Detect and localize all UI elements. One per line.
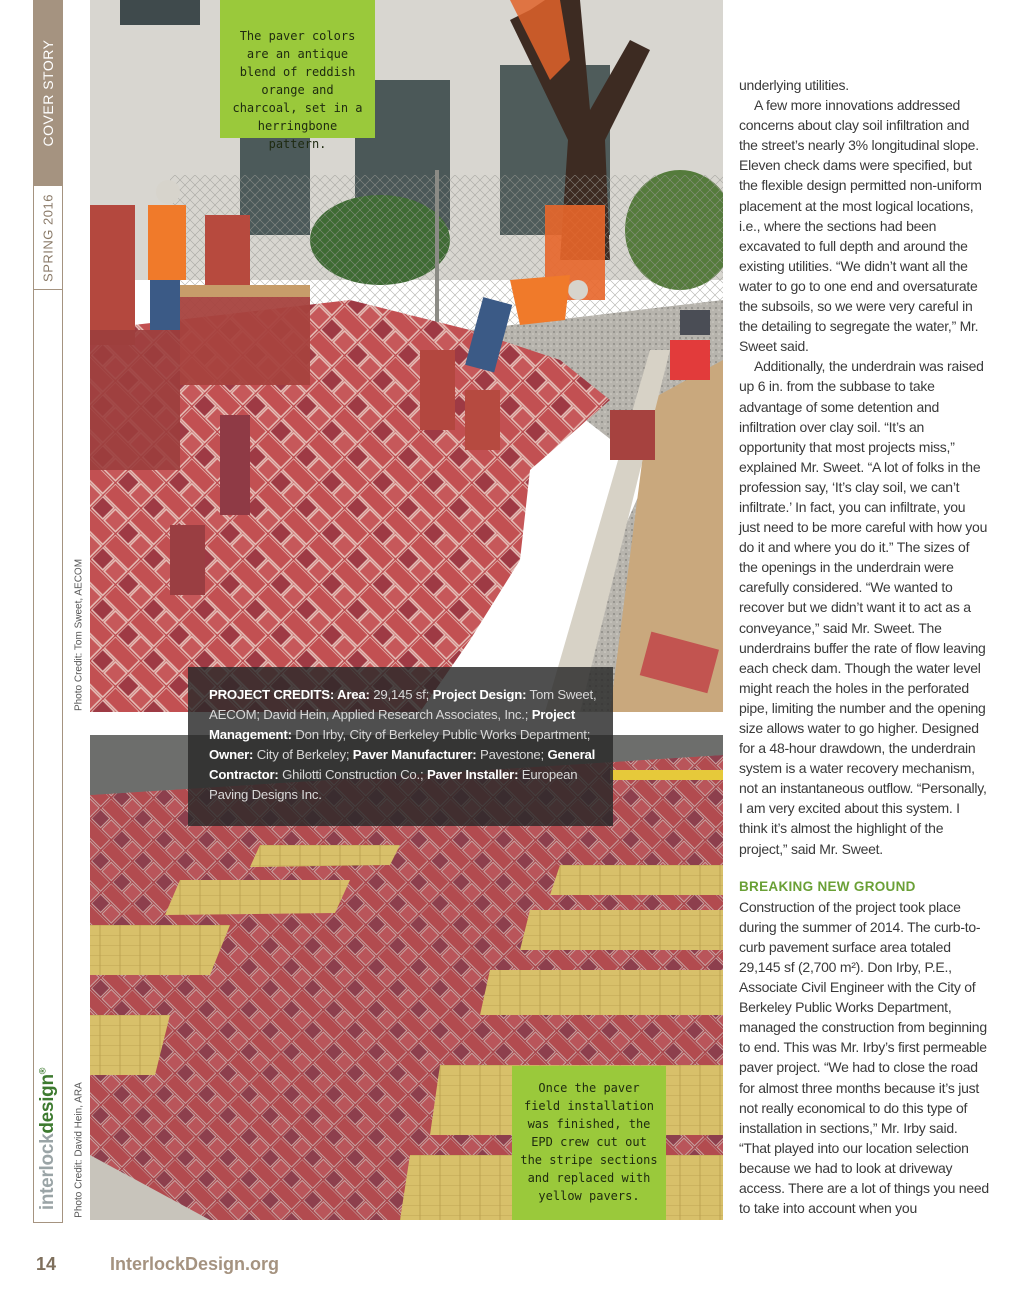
credit-label-manufacturer: Paver Manufacturer:: [352, 747, 477, 762]
section-label: COVER STORY: [40, 39, 56, 146]
logo-tab: [33, 1055, 63, 1223]
paver-installation-image: [90, 0, 723, 712]
project-credits-box: [188, 667, 613, 826]
credit-value-owner: City of Berkeley;: [256, 747, 350, 762]
logo-suffix: design: [37, 1073, 58, 1134]
website-link[interactable]: InterlockDesign.org: [110, 1254, 280, 1274]
article-paragraph: Additionally, the underdrain was raised up 6 in. from the subbase to take advantage of some detention and infiltration over clay soil. “It’s an opportunity that most projects miss,” explained Mr. Sweet. “A lot of folks in the profession say, ‘It’s clay soil, we can’t infiltrate.’ In fact, you can infiltrate, you just need to be more careful with how you do it and where you do it.” The sizes of the openings in the underdrain were carefully considered. “We wanted to recover but we didn’t want it to act as a conveyance,” said Mr. Sweet. The underdrains buffer the rate of flow leaving each check dam. Though the water level might reach the holes in the perforated pipe, limiting the number and the opening size allows water to go higher. Designed for a 48-hour drawdown, the underdrain system is a water recovery mechanism, not an instantaneous outflow. “Personally, I am very excited about this system. I think it’s almost the highlight of the project,” said Mr. Sweet.: [739, 358, 988, 857]
sidebar-rule: [33, 290, 63, 1055]
section-heading: BREAKING NEW GROUND: [739, 878, 916, 894]
article-column: [739, 75, 989, 1218]
article-paragraph: A few more innovations addressed concerns about clay soil infiltration and the street’s nearly 3% longitudinal slope. Eleven check dams were specified, but the flexible design permitted non-uniform placement at the most logical locations, i.e., where the sections had been excavated to full depth and around the existing utilities. “We didn’t want all the water to go to one end and oversaturate the subsoils, so we were very careful in the detailing to segregate the water,” Mr. Sweet said.: [739, 97, 982, 355]
credit-value-contractor: Ghilotti Construction Co.;: [282, 767, 424, 782]
credit-label-design: Project Design:: [432, 687, 527, 702]
credit-value-installer: European Paving Designs Inc.: [209, 767, 578, 802]
credit-value-management: Don Irby, City of Berkeley Public Works Department;: [295, 727, 591, 742]
bottom-photo-caption: Once the paver field installation was finished, the EPD crew cut out the stripe sections and replaced with yellow pavers.: [512, 1066, 666, 1220]
photo-credit-bottom-text: Photo Credit: David Hein, ARA: [73, 1082, 85, 1218]
page-number: 14: [36, 1254, 57, 1274]
logo-registered-mark: ®: [37, 1067, 48, 1074]
credit-label-contractor: General Contractor:: [209, 747, 596, 782]
top-photo-caption: The paver colors are an antique blend of reddish orange and charcoal, set in a herringbone pattern.: [220, 0, 375, 138]
credit-value-manufacturer: Pavestone;: [479, 747, 544, 762]
credit-label-installer: Paver Installer:: [426, 767, 519, 782]
credit-label-management: Project Management:: [209, 707, 576, 742]
section-tab: [33, 0, 63, 185]
credit-value-area: 29,145 sf;: [373, 687, 430, 702]
issue-label: SPRING 2016: [40, 193, 56, 282]
interlockdesign-logo: [37, 1067, 59, 1209]
credit-value-design: Tom Sweet, AECOM; David Hein, Applied Research Associates, Inc.;: [209, 687, 597, 722]
photo-credit-top-text: Photo Credit: Tom Sweet, AECOM: [73, 558, 85, 712]
article-paragraph: underlying utilities.: [739, 77, 849, 93]
paver-installation-photo: [90, 0, 723, 712]
issue-tab: [33, 185, 63, 290]
credit-label-area: PROJECT CREDITS: Area:: [209, 687, 370, 702]
photo-credit-bottom: [69, 1080, 89, 1220]
credit-label-owner: Owner:: [209, 747, 254, 762]
photo-credit-top: [69, 560, 89, 710]
article-paragraph: Construction of the project took place during the summer of 2014. The curb-to-curb pavement surface area totaled 29,145 sf (2,700 m²). Don Irby, P.E., Associate Civil Engineer with the City of Berkeley Public Works Department, managed the construction from beginning to end. This was Mr. Irby’s first permeable paver project. “We had to close the road for almost three months because it’s just not really economical to do this type of installation in sections,” Mr. Irby said. “That played into our location selection because we had to look at driveway access. There are a lot of things you need to take into account when you: [739, 898, 989, 1217]
logo-prefix: interlock: [37, 1133, 58, 1210]
